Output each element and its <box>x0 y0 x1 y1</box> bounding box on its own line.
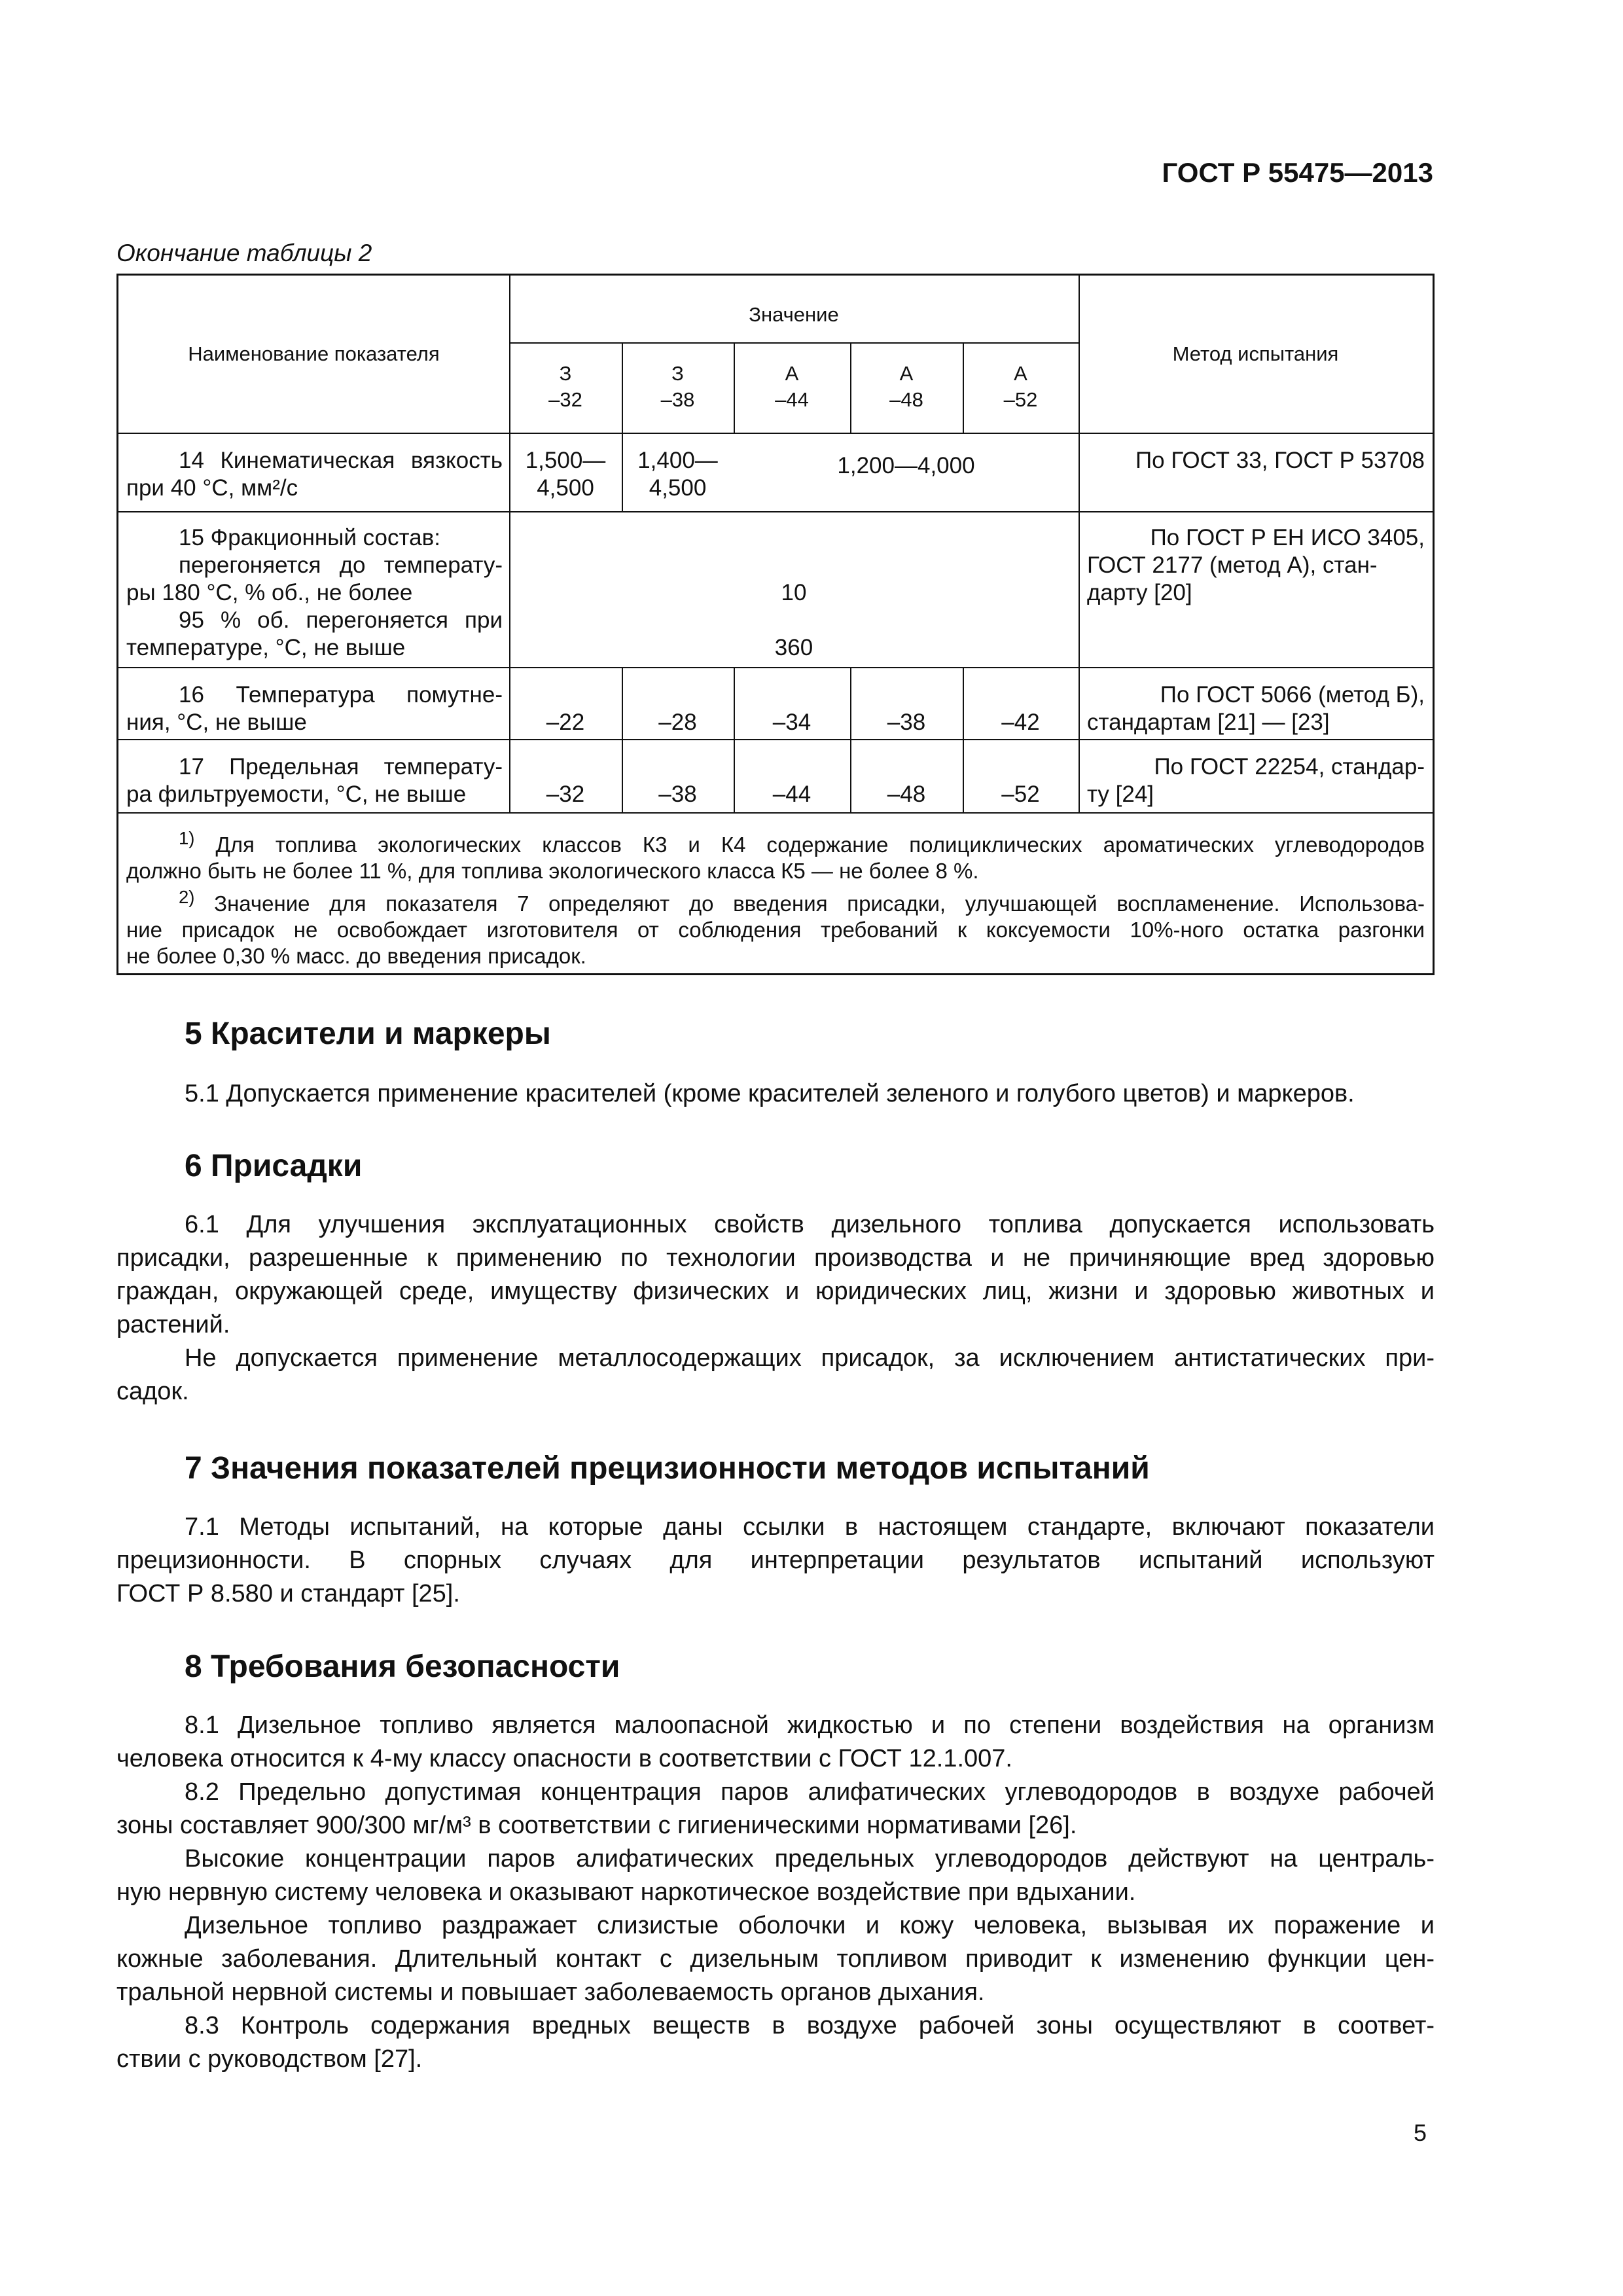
row15-method: По ГОСТ Р ЕН ИСО 3405, ГОСТ 2177 (метод А), стан- дарту [20] <box>1087 525 1425 605</box>
row15-value-95: 360 <box>774 635 813 660</box>
section-6-text: 6.1 Для улучшения эксплуатационных свойств дизельного топлива допускается использовать присадки, разрешенные к применению по технологии производства и не причиняющие вред здоровью граждан, окружающей среде, имуществу физических и юридических лиц, жизни и здоровью животных и растений. Не допускается применение металлосодержащих присадок, за исключением антистатических при- садок. <box>116 1211 1435 1405</box>
row16-value-z32: –22 <box>546 709 585 735</box>
row17-value-z38: –38 <box>658 781 697 807</box>
row16-method: По ГОСТ 5066 (метод Б), стандартам [21] — [23] <box>1087 682 1425 735</box>
row17-value-a52: –52 <box>1001 781 1040 807</box>
row16-value-a48: –38 <box>887 709 926 735</box>
grade-z32: З –32 <box>548 362 582 411</box>
row17-value-a44: –44 <box>772 781 812 807</box>
row17-name: 17 Предельная температу- ра фильтруемости, °С, не выше <box>126 754 503 807</box>
grade-a48: А –48 <box>889 362 923 411</box>
row17-value-a48: –48 <box>887 781 926 807</box>
table-caption: Окончание таблицы 2 <box>116 240 372 266</box>
col-header-method: Метод испытания <box>1172 342 1339 365</box>
section-5-heading: 5 Красители и маркеры <box>185 1016 551 1051</box>
section-8-text: 8.1 Дизельное топливо является малоопасной жидкостью и по степени воздействия на организм человека относится к 4-му классу опасности в соответствии с ГОСТ 12.1.007. 8.2 Предельно допустимая концентрация паров алифатических углеводородов в воздухе рабочей зоны составляет 900/300 мг/м³ в соответствии с гигиеническими нормативами [26]. Высокие концентрации паров алифатических предельных углеводородов действуют на централь- ную нервную систему человека и оказывают наркотическое воздействие при вдыхании. Дизельное топливо раздражает слизистые оболочки и кожу человека, вызывая их поражение и кожные заболевания. Длительный контакт с дизельным топливом приводит к изменению функции цен- тральной нервной системы и повышает заболеваемость органов дыхания. 8.3 Контроль содержания вредных веществ в воздухе рабочей зоны осуществляют в соответ- ствии с руководством [27]. <box>116 1712 1435 2073</box>
row14-method: По ГОСТ 33, ГОСТ Р 53708 <box>1135 448 1425 473</box>
row17-value-z32: –32 <box>546 781 585 807</box>
row16-value-a44: –34 <box>772 709 812 735</box>
section-7-heading: 7 Значения показателей прецизионности методов испытаний <box>185 1451 1150 1486</box>
row15-name: 15 Фракционный состав: перегоняется до температу- ры 180 °С, % об., не более 95 % об. перегоняется при температуре, °С, не выше <box>126 525 503 660</box>
properties-table <box>116 274 1435 975</box>
row16-value-z38: –28 <box>658 709 697 735</box>
col-header-value: Значение <box>749 303 839 326</box>
row17-method: По ГОСТ 22254, стандар- ту [24] <box>1087 754 1425 807</box>
section-8-heading: 8 Требования безопасности <box>185 1649 620 1684</box>
page-number: 5 <box>1414 2119 1427 2146</box>
row14-value-z32: 1,500— 4,500 <box>525 448 606 501</box>
row14-name: 14 Кинематическая вязкость при 40 °С, мм²/с <box>126 448 503 501</box>
row14-value-z38: 1,400— 4,500 <box>637 448 718 501</box>
grade-a44: А –44 <box>775 362 809 411</box>
col-header-name: Наименование показателя <box>188 342 440 365</box>
row14-value-a: 1,200—4,000 <box>837 453 975 478</box>
document-code: ГОСТ Р 55475—2013 <box>1162 157 1433 188</box>
row16-value-a52: –42 <box>1001 709 1040 735</box>
table-footnotes: $^{1)}$ Для топлива экологических классов К3 и К4 содержание полициклических ароматических углеводородов должно быть не более 11 %, для топлива экологического класса К5 — не более 8 %. $^{2)}$ Значение для показателя 7 определяют до введения присадки, улучшающей воспламенение. Использова- ние присадок не освобождает изготовителя от соблюдения требований к коксуемости 10%-ного остатка разгонки не более 0,30 % масс. до введения присадок. <box>126 828 1425 968</box>
section-5-text: 5.1 Допускается применение красителей (кроме красителей зеленого и голубого цветов) и маркеров. <box>185 1080 1355 1107</box>
section-7-text: 7.1 Методы испытаний, на которые даны ссылки в настоящем стандарте, включают показатели прецизионности. В спорных случаях для интерпретации результатов испытаний используют ГОСТ Р 8.580 и стандарт [25]. <box>116 1513 1435 1607</box>
row16-name: 16 Температура помутне- ния, °С, не выше <box>126 682 503 735</box>
section-6-heading: 6 Присадки <box>185 1149 363 1183</box>
grade-z38: З –38 <box>660 362 695 411</box>
row15-value-180: 10 <box>781 580 807 605</box>
grade-a52: А –52 <box>1003 362 1038 411</box>
